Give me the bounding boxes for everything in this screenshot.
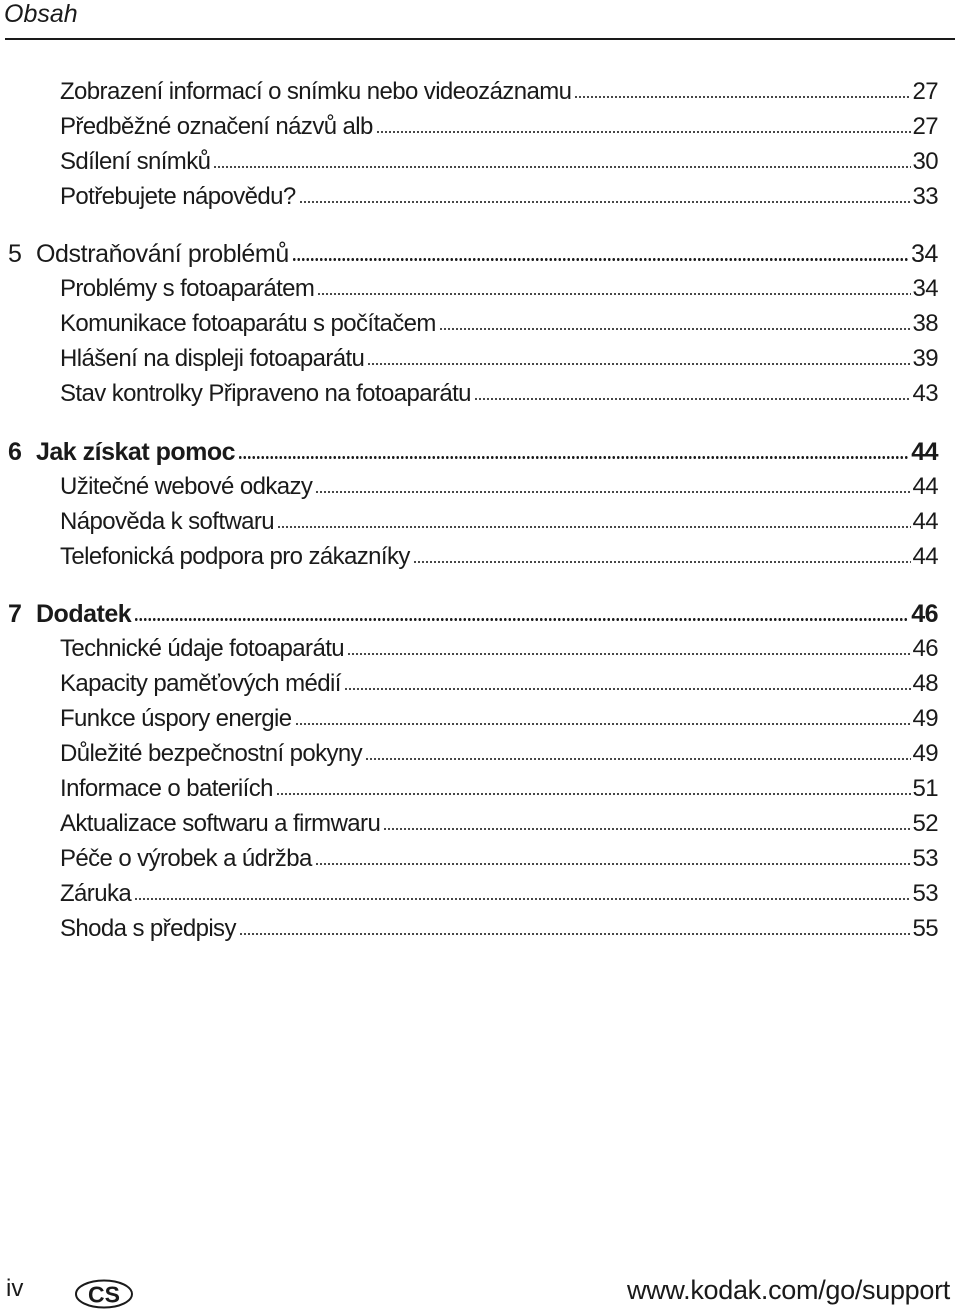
footer-page-number: iv <box>6 1275 24 1302</box>
toc-page-number: 44 <box>912 508 938 535</box>
toc-dot-leader <box>367 363 910 365</box>
toc-dot-leader <box>134 618 909 621</box>
toc-page-number: 44 <box>911 438 938 466</box>
toc-entry[interactable] <box>60 181 938 213</box>
toc-dot-leader <box>317 293 910 295</box>
language-badge-text: CS <box>88 1281 120 1308</box>
toc-dot-leader <box>574 96 910 98</box>
toc-entry[interactable] <box>60 308 938 340</box>
toc-page-number: 38 <box>912 310 938 337</box>
toc-dot-leader <box>295 723 911 725</box>
toc-entry-label: Potřebujete nápovědu? <box>60 183 296 210</box>
language-badge <box>74 1279 134 1309</box>
toc-entry[interactable] <box>60 808 938 840</box>
footer-url-link[interactable]: www.kodak.com/go/support <box>627 1275 950 1305</box>
toc-entry-label: Hlášení na displeji fotoaparátu <box>60 345 365 372</box>
toc-entry[interactable] <box>60 913 938 945</box>
toc-entry-label: Péče o výrobek a údržba <box>60 845 312 872</box>
toc-entry-label: Důležité bezpečnostní pokyny <box>60 740 363 767</box>
toc-dot-leader <box>376 131 911 133</box>
toc-entry-label: Zobrazení informací o snímku nebo videozáznamu <box>60 78 572 105</box>
toc-dot-leader <box>299 201 911 203</box>
header-divider <box>5 38 955 40</box>
toc-entry-label: Jak získat pomoc <box>36 438 236 466</box>
toc-entry-label: Aktualizace softwaru a firmwaru <box>60 810 381 837</box>
toc-entry[interactable] <box>60 471 938 503</box>
toc-dot-leader <box>315 863 911 865</box>
toc-page-number: 34 <box>910 240 938 268</box>
toc-dot-leader <box>134 898 910 900</box>
toc-entry[interactable] <box>60 668 938 700</box>
toc-dot-leader <box>292 258 909 261</box>
toc-entry[interactable] <box>60 76 938 108</box>
toc-entry-label: Stav kontrolky Připraveno na fotoaparátu <box>60 380 471 407</box>
toc-entry[interactable] <box>60 273 938 305</box>
toc-page-number: 46 <box>912 635 938 662</box>
toc-dot-leader <box>344 688 911 690</box>
toc-entry[interactable] <box>60 506 938 538</box>
toc-entry-label: Informace o bateriích <box>60 775 273 802</box>
toc-entry[interactable] <box>60 843 938 875</box>
toc-entry-label: Užitečné webové odkazy <box>60 473 313 500</box>
toc-dot-leader <box>474 398 911 400</box>
toc-page-number: 30 <box>912 148 938 175</box>
toc-page-number: 53 <box>912 880 938 907</box>
page-title: Obsah <box>4 0 78 28</box>
toc-page-number: 49 <box>912 740 938 767</box>
toc-entry-label: Funkce úspory energie <box>60 705 292 732</box>
toc-dot-leader <box>276 793 911 795</box>
toc-chapter-entry[interactable] <box>8 598 938 630</box>
toc-page-number: 55 <box>912 915 938 942</box>
toc-entry-label: Komunikace fotoaparátu s počítačem <box>60 310 436 337</box>
toc-chapter-entry[interactable] <box>8 238 938 270</box>
toc-entry[interactable] <box>60 343 938 375</box>
toc-entry[interactable] <box>60 378 938 410</box>
toc-dot-leader <box>413 561 911 563</box>
toc-dot-leader <box>439 328 911 330</box>
toc-chapter-number: 7 <box>8 600 22 628</box>
toc-entry-label: Předběžné označení názvů alb <box>60 113 373 140</box>
toc-entry[interactable] <box>60 773 938 805</box>
toc-entry[interactable] <box>60 111 938 143</box>
toc-dot-leader <box>383 828 910 830</box>
toc-entry-label: Nápověda k softwaru <box>60 508 275 535</box>
toc-page-number: 53 <box>912 845 938 872</box>
toc-dot-leader <box>239 933 911 935</box>
toc-page-number: 46 <box>911 600 938 628</box>
toc-entry-label: Kapacity paměťových médií <box>60 670 341 697</box>
toc-dot-leader <box>347 653 910 655</box>
toc-page-number: 52 <box>912 810 938 837</box>
toc-page-number: 44 <box>912 473 938 500</box>
toc-page-number: 43 <box>912 380 938 407</box>
toc-page-number: 34 <box>912 275 938 302</box>
toc-page-number: 48 <box>912 670 938 697</box>
toc-entry-label: Odstraňování problémů <box>36 240 289 268</box>
toc-entry[interactable] <box>60 146 938 178</box>
toc-page-number: 49 <box>912 705 938 732</box>
toc-entry[interactable] <box>60 633 938 665</box>
toc-page-number: 27 <box>912 113 938 140</box>
toc-entry-label: Technické údaje fotoaparátu <box>60 635 345 662</box>
toc-page-number: 33 <box>912 183 938 210</box>
toc-entry-label: Problémy s fotoaparátem <box>60 275 315 302</box>
toc-page-number: 27 <box>912 78 938 105</box>
toc-entry-label: Záruka <box>60 880 132 907</box>
toc-entry[interactable] <box>60 738 938 770</box>
toc-chapter-number: 6 <box>8 438 22 466</box>
toc-chapter-number: 5 <box>8 240 22 268</box>
toc-dot-leader <box>238 456 909 459</box>
toc-dot-leader <box>315 491 910 493</box>
toc-chapter-entry[interactable] <box>8 436 938 468</box>
toc-page-number: 39 <box>912 345 938 372</box>
toc-entry-label: Dodatek <box>36 600 132 628</box>
toc-entry[interactable] <box>60 878 938 910</box>
toc-entry[interactable] <box>60 703 938 735</box>
toc-entry-label: Sdílení snímků <box>60 148 211 175</box>
toc-page-number: 44 <box>912 543 938 570</box>
toc-entry-label: Shoda s předpisy <box>60 915 236 942</box>
toc-dot-leader <box>365 758 910 760</box>
toc-entry[interactable] <box>60 541 938 573</box>
toc-dot-leader <box>277 526 910 528</box>
toc-entry-label: Telefonická podpora pro zákazníky <box>60 543 410 570</box>
toc-page-number: 51 <box>912 775 938 802</box>
toc-dot-leader <box>213 166 910 168</box>
